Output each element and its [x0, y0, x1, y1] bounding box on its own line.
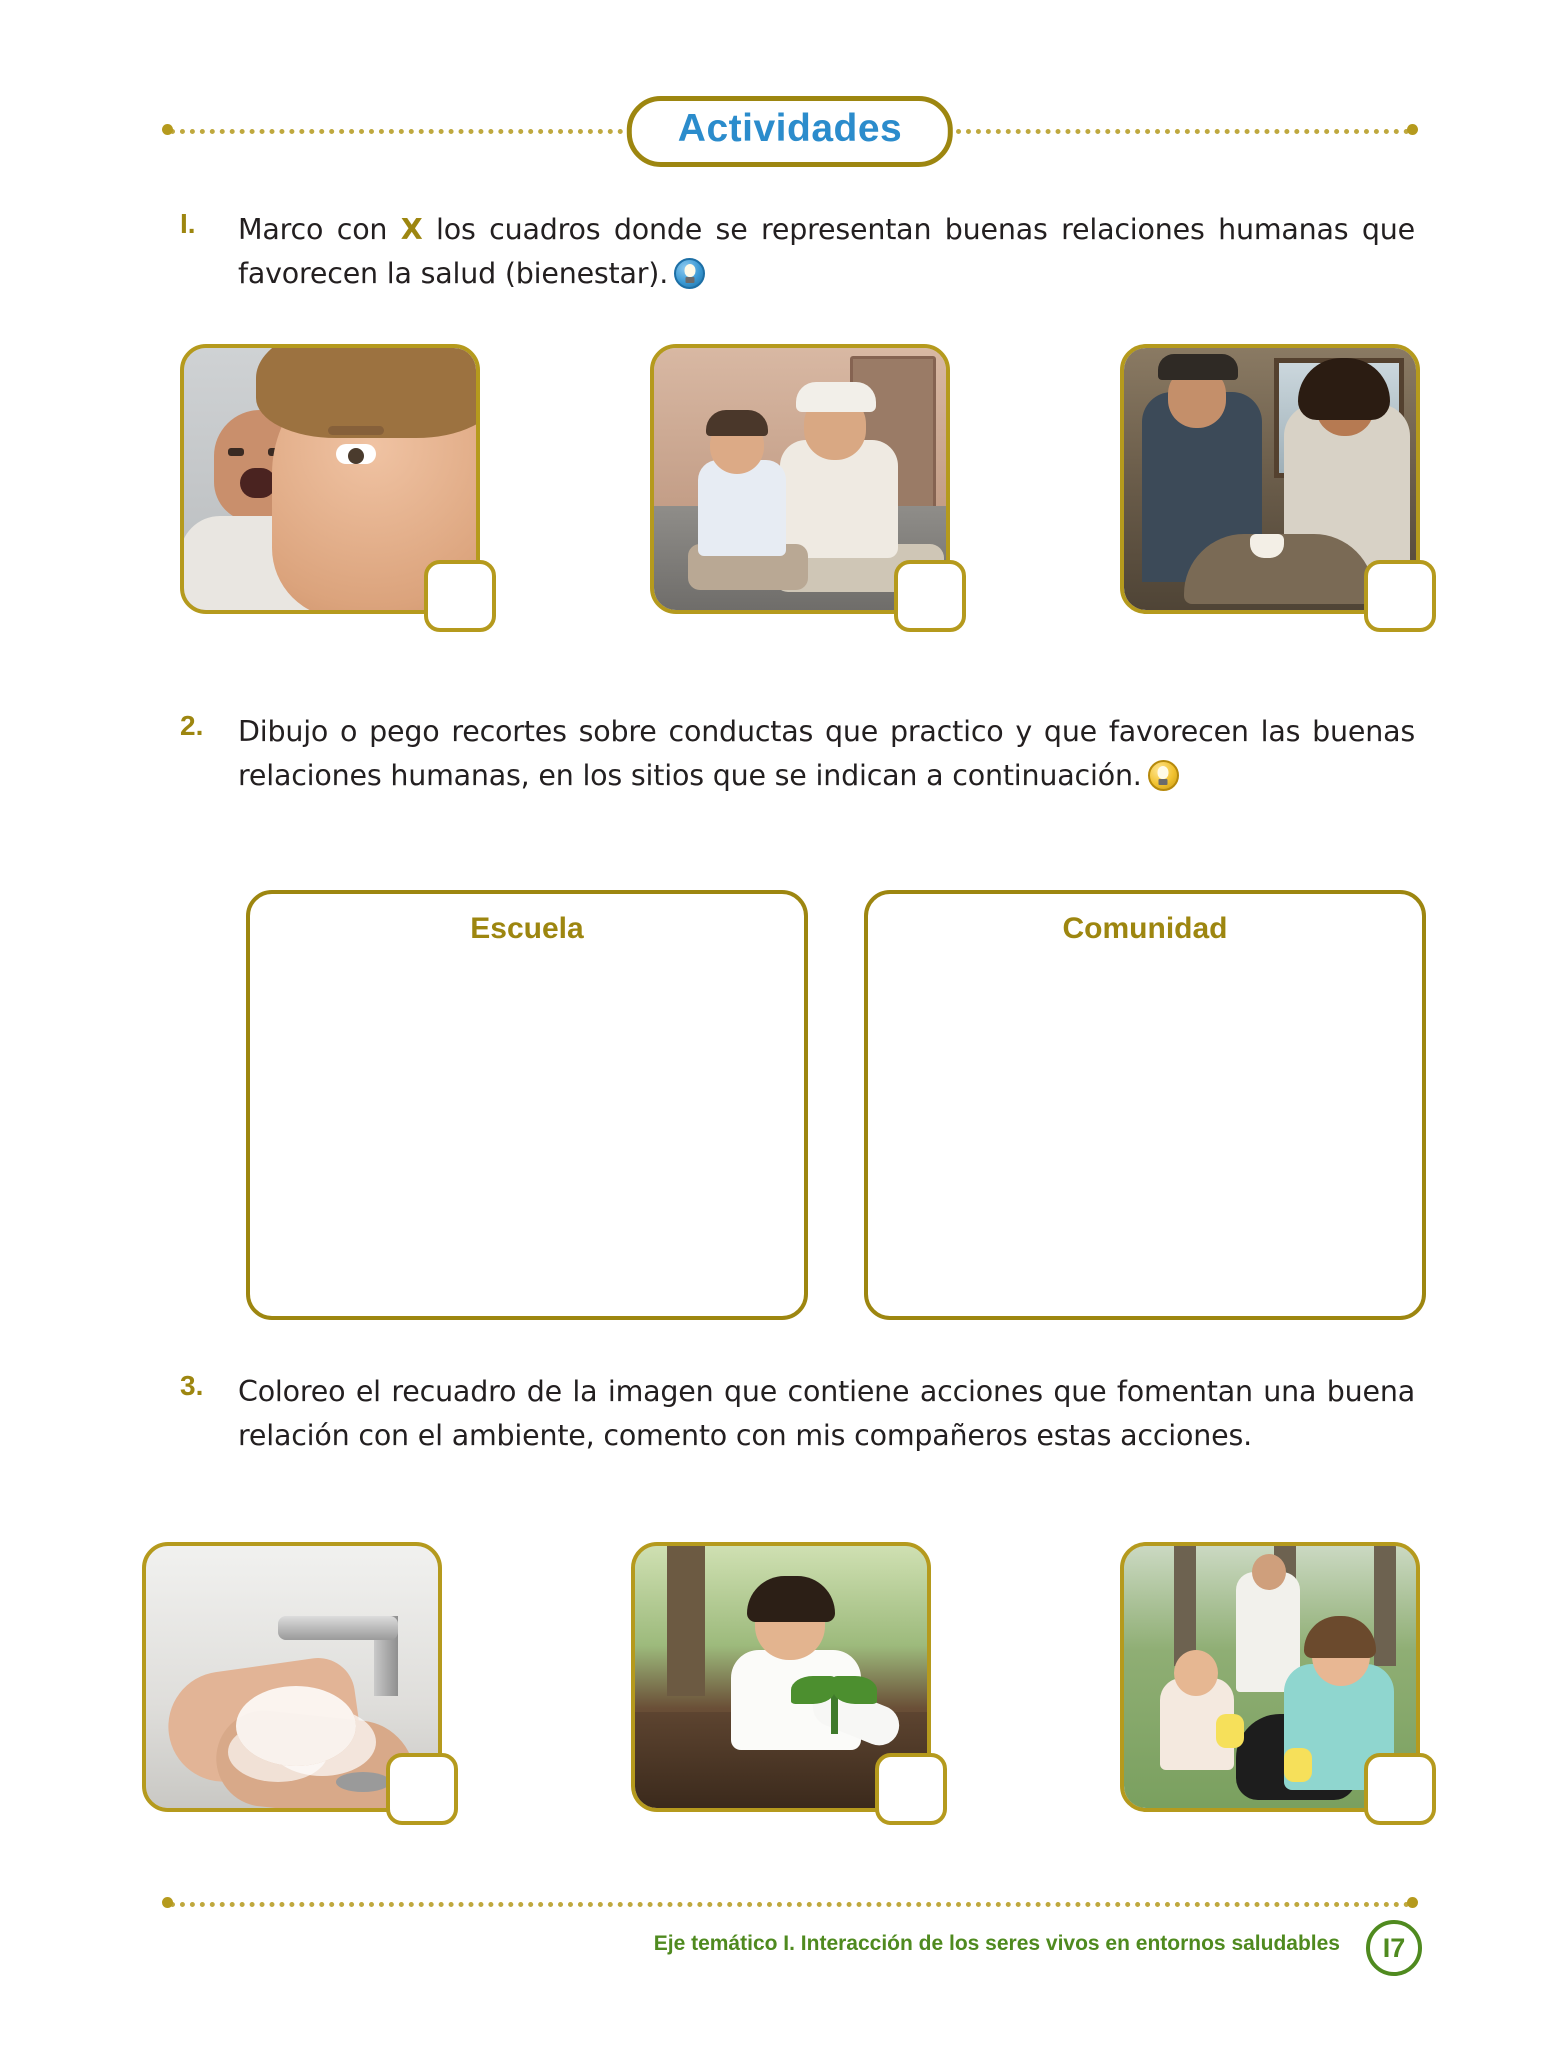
- photo-option-1: [180, 344, 480, 614]
- lightbulb-yellow-icon: [1148, 760, 1179, 791]
- footer-theme-label: Eje temático I. Interacción de los seres vivos en entornos saludables: [653, 1932, 1340, 1955]
- photo-option-4: [142, 1542, 442, 1807]
- activity-2: [180, 710, 1415, 798]
- activity-3-photo-row: [180, 1542, 1420, 1807]
- footer-dotted-rule: [170, 1902, 1410, 1907]
- activity-3-text: Coloreo el recuadro de la imagen que contiene acciones que fomentan una buena relación con el ambiente, comento con mis compañeros estas acciones.: [238, 1375, 1415, 1453]
- photo-option-6: [1120, 1542, 1420, 1807]
- photo-option-2: [650, 344, 950, 614]
- activity-1-x-letter: X: [400, 213, 423, 246]
- activity-3: [180, 1370, 1415, 1458]
- checkbox-option-5[interactable]: [875, 1753, 947, 1825]
- draw-box-escuela[interactable]: [246, 890, 808, 1320]
- page-title: Actividades: [627, 96, 953, 167]
- activity-2-draw-row: [246, 890, 1426, 1320]
- activity-1-text: [238, 208, 1415, 296]
- page-header: [170, 96, 1410, 162]
- checkbox-option-6[interactable]: [1364, 1753, 1436, 1825]
- header-dot-left: [162, 124, 173, 135]
- activity-2-text: [238, 710, 1415, 798]
- photo-option-3: [1120, 344, 1420, 614]
- checkbox-option-4[interactable]: [386, 1753, 458, 1825]
- activity-1-text-before: Marco con: [238, 213, 401, 246]
- draw-box-escuela-label: Escuela: [470, 912, 584, 945]
- checkbox-option-1[interactable]: [424, 560, 496, 632]
- footer-dot-left: [162, 1897, 173, 1908]
- page-footer: [170, 1902, 1410, 1962]
- header-dot-right: [1407, 124, 1418, 135]
- activity-2-text-body: Dibujo o pego recortes sobre conductas que practico y que favorecen las buenas relaciones humanas, en los sitios que se indican a continuación.: [238, 715, 1415, 793]
- activity-1: [180, 208, 1415, 296]
- checkbox-option-3[interactable]: [1364, 560, 1436, 632]
- lightbulb-blue-icon: [674, 258, 705, 289]
- footer-dot-right: [1407, 1897, 1418, 1908]
- activity-1-number: I.: [180, 208, 196, 239]
- activity-1-text-after: los cuadros donde se representan buenas relaciones humanas que favorecen la salud (bienestar).: [238, 213, 1415, 291]
- page-number: I7: [1366, 1920, 1422, 1976]
- activity-1-photo-row: [180, 344, 1420, 614]
- checkbox-option-2[interactable]: [894, 560, 966, 632]
- draw-box-comunidad-label: Comunidad: [1062, 912, 1228, 945]
- draw-box-comunidad[interactable]: [864, 890, 1426, 1320]
- activity-3-number: 3.: [180, 1370, 204, 1401]
- photo-option-5: [631, 1542, 931, 1807]
- activity-2-number: 2.: [180, 710, 204, 741]
